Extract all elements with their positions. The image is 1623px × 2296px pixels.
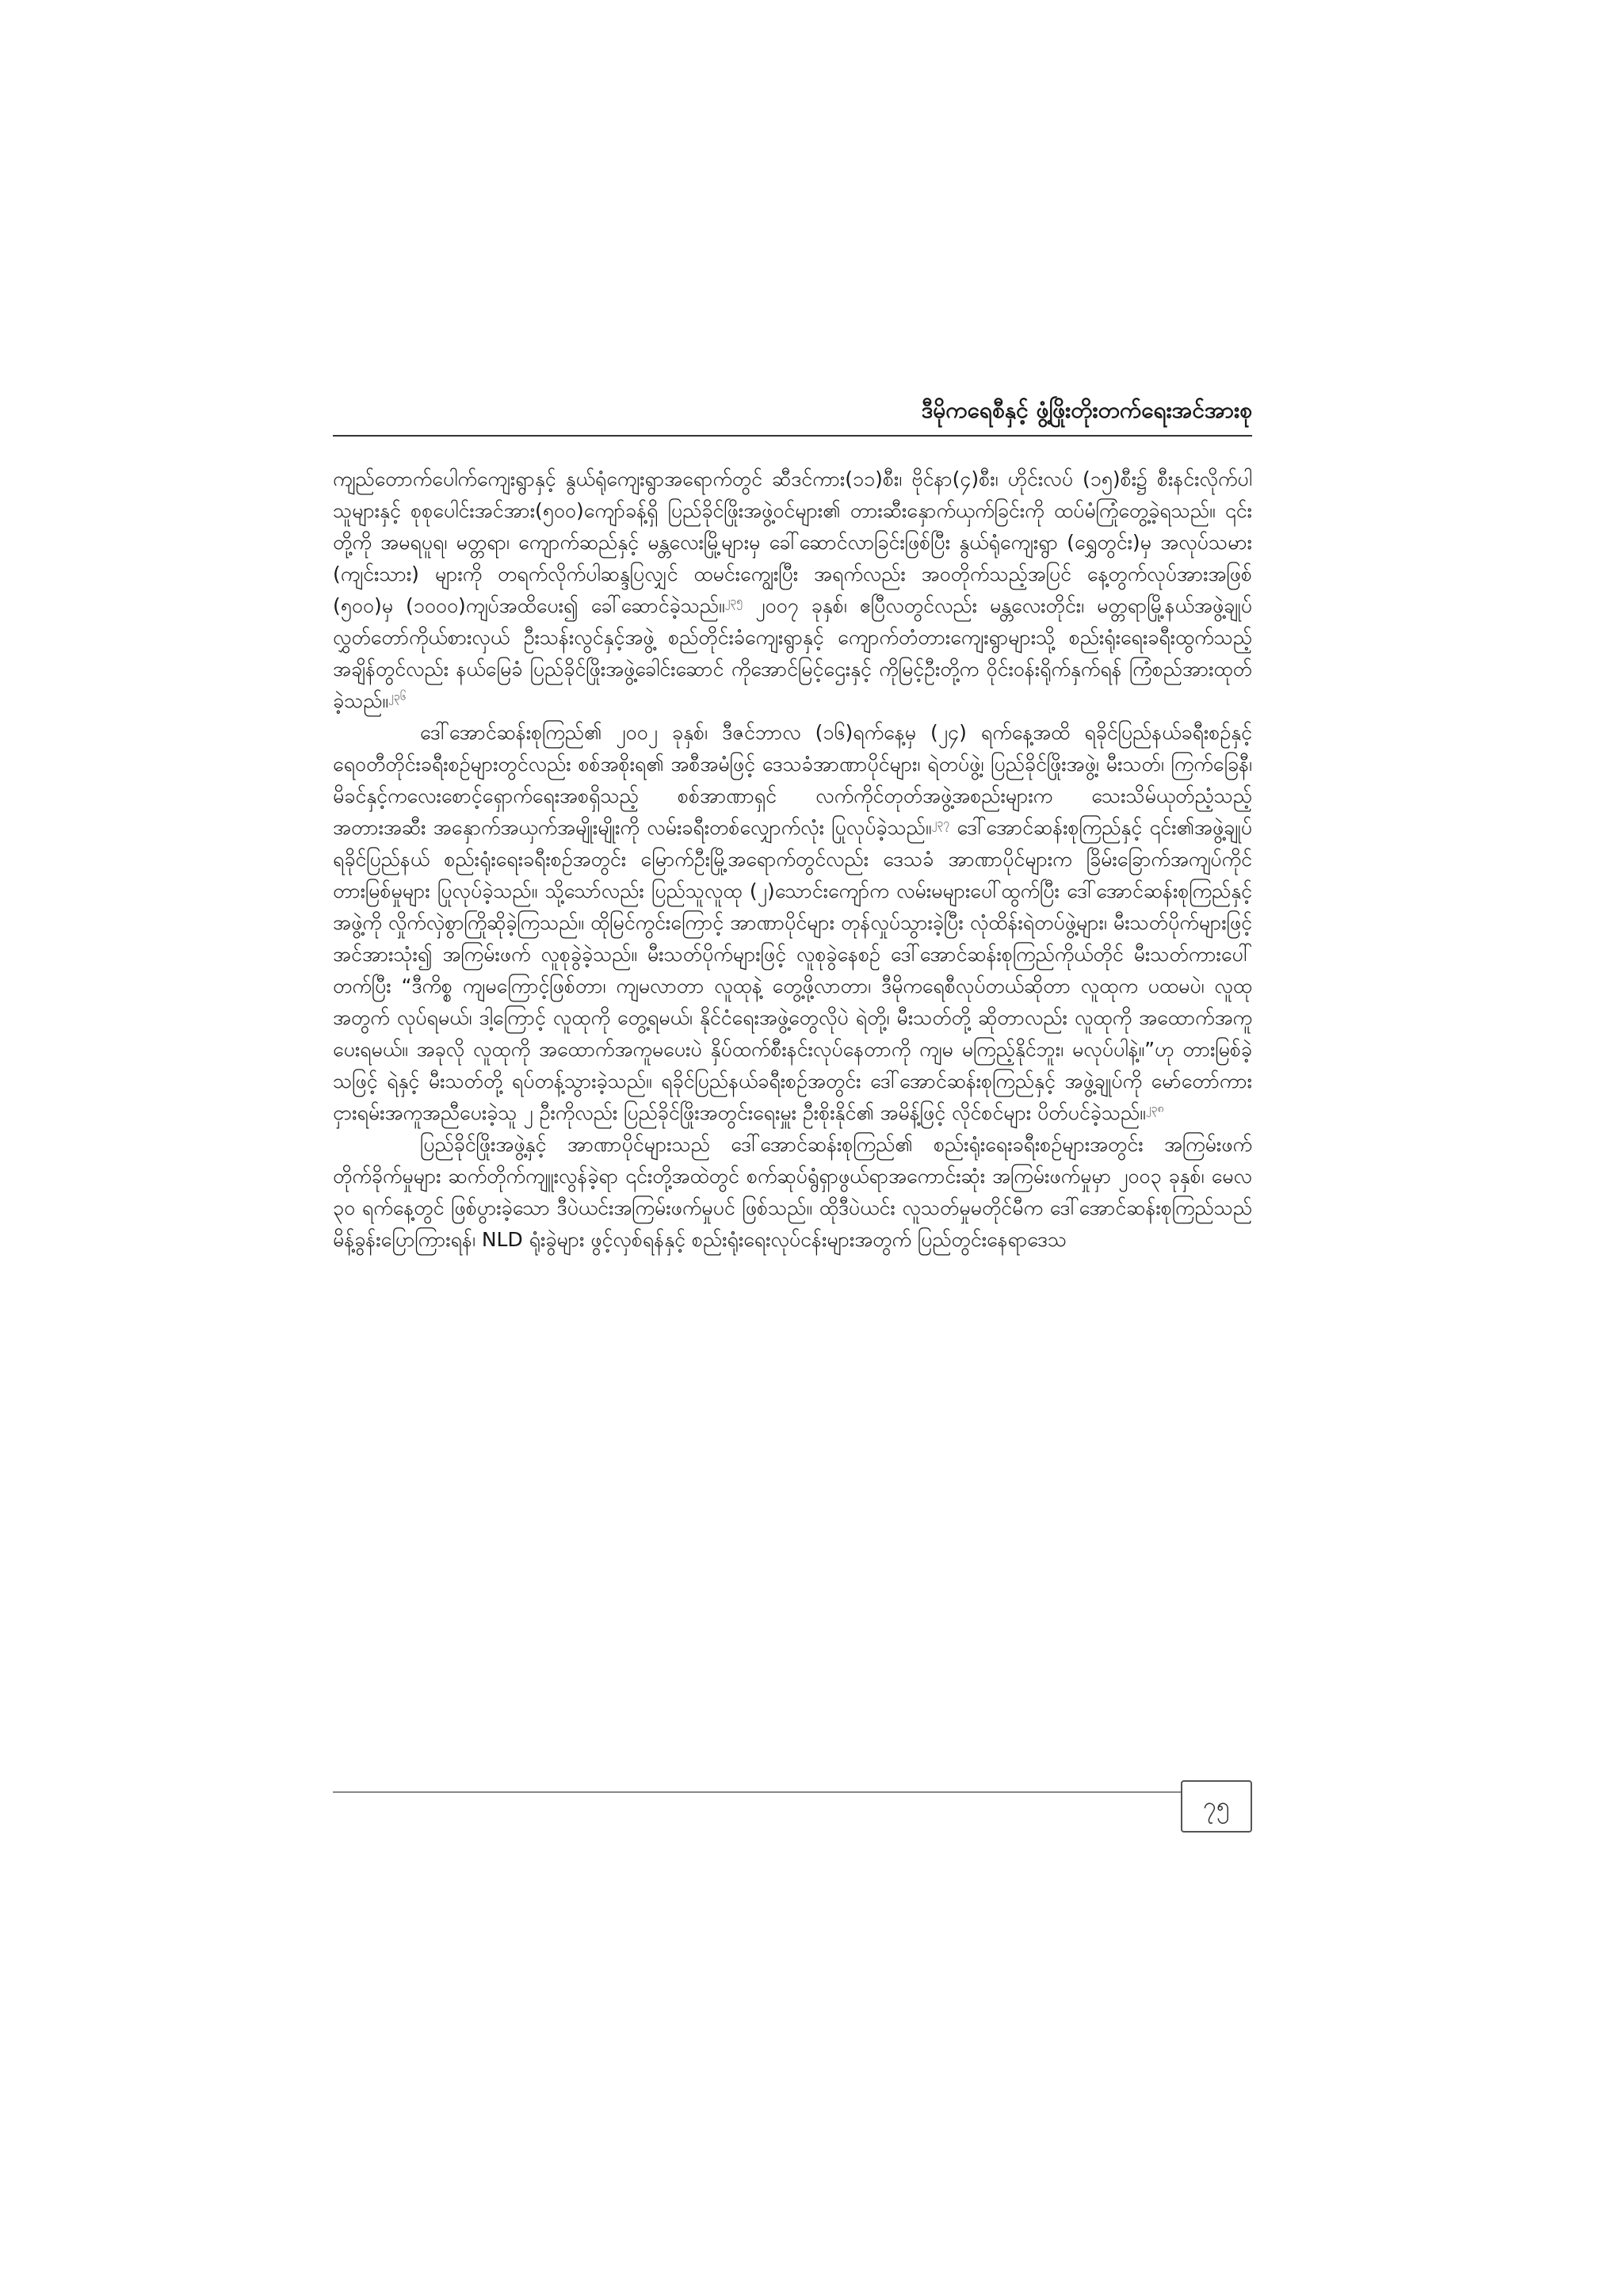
paragraph-1	[333, 463, 1252, 717]
footnote-ref-235[interactable]: ၂၃၅	[724, 595, 743, 608]
paragraph-2-text-continued: ဒေါ်အောင်ဆန်းစုကြည်နှင့် ၎င်း၏အဖွဲ့ချုပ် ရခိုင်ပြည်နယ် စည်းရုံးရေးခရီးစဉ်အတွင်း မြောက်ဦးမြို့အရောက်တွင်လည်း ဒေသခံ အာဏာပိုင်များက ခြိမ်းခြောက်အကျပ်ကိုင် တားမြစ်မှုများ ပြုလုပ်ခဲ့သည်။ သို့သော်လည်း ပြည်သူလူထု (၂)သောင်းကျော်က လမ်းမများပေါ်ထွက်ပြီး ဒေါ်အောင်ဆန်းစုကြည်နှင့်အဖွဲ့ကို လှိုက်လှဲစွာကြိုဆိုခဲ့ကြသည်။ ထိုမြင်ကွင်းကြောင့် အာဏာပိုင်များ တုန်လှုပ်သွားခဲ့ပြီး လုံထိန်းရဲတပ်ဖွဲ့များ၊ မီးသတ်ပိုက်များဖြင့် အင်အားသုံး၍ အကြမ်းဖက် လူစုခွဲခဲ့သည်။ မီးသတ်ပိုက်များဖြင့် လူစုခွဲနေစဉ် ဒေါ်အောင်ဆန်းစုကြည်ကိုယ်တိုင် မီးသတ်ကားပေါ်တက်ပြီး “ဒီကိစ္စ ကျမကြောင့်ဖြစ်တာ၊ ကျမလာတာ လူထုနဲ့ တွေ့ဖို့လာတာ၊ ဒီမိုကရေစီလုပ်တယ်ဆိုတာ လူထုက ပထမပဲ၊ လူထုအတွက် လုပ်ရမယ်၊ ဒါ့ကြောင့် လူထုကို တွေ့ရမယ်၊ နိုင်ငံရေးအဖွဲ့တွေလိုပဲ ရဲတို့၊ မီးသတ်တို့ ဆိုတာလည်း လူထုကို အထောက်အကူပေးရမယ်။ အခုလို လူထုကို အထောက်အကူမပေးပဲ နှိပ်ထက်စီးနင်းလုပ်နေတာကို ကျမ မကြည့်နိုင်ဘူး၊ မလုပ်ပါနဲ့။”ဟု တားမြစ်ခဲ့သဖြင့် ရဲနှင့် မီးသတ်တို့ ရပ်တန့်သွားခဲ့သည်။ ရခိုင်ပြည်နယ်ခရီးစဉ်အတွင်း ဒေါ်အောင်ဆန်းစုကြည်နှင့် အဖွဲ့ချုပ်ကို မော်တော်ကား ငှားရမ်းအကူအညီပေးခဲ့သူ ၂ ဦးကိုလည်း ပြည်ခိုင်ဖြိုးအတွင်းရေးမှူး ဦးစိုးနိုင်၏ အမိန့်ဖြင့် လိုင်စင်များ ပိတ်ပင်ခဲ့သည်။	[333, 816, 1252, 1124]
running-header: ဒီမိုကရေစီနှင့် ဖွံ့ဖြိုးတိုးတက်ရေးအင်အားစု	[921, 397, 1252, 423]
footnote-ref-238[interactable]: ၂၃၈	[1145, 1102, 1164, 1116]
page-number: ၇၅	[1181, 1780, 1252, 1833]
paragraph-1-text-continued: ၂၀၀၇ ခုနှစ်၊ ဧပြီလတွင်လည်း မန္တလေးတိုင်း၊ မတ္တရာမြို့နယ်အဖွဲ့ချုပ် လွှတ်တော်ကိုယ်စားလှယ် ဦးသန်းလွင်နှင့်အဖွဲ့ စည်တိုင်းခံကျေးရွာနှင့် ကျောက်တံတားကျေးရွာများသို့ စည်းရုံးရေးခရီးထွက်သည့်အချိန်တွင်လည်း နယ်မြေခံ ပြည်ခိုင်ဖြိုးအဖွဲ့ခေါင်းဆောင် ကိုအောင်မြင့်ဌေးနှင့် ကိုမြင့်ဦးတို့က ဝိုင်းဝန်းရိုက်နှက်ရန် ကြံစည်အားထုတ်ခဲ့သည်။	[333, 594, 1252, 712]
paragraph-3	[333, 1129, 1252, 1256]
footer-rule	[333, 1791, 1181, 1793]
body-text	[333, 463, 1252, 1794]
footnote-ref-236[interactable]: ၂၃၆	[388, 690, 407, 704]
paragraph-1-text: ကျည်တောက်ပေါက်ကျေးရွာနှင့် နွယ်ရုံကျေးရွာအရောက်တွင် ဆီဒင်ကား(၁၁)စီး၊ ဗိုင်နာ(၄)စီး၊ ဟိုင်းလပ် (၁၅)စီး၌ စီးနင်းလိုက်ပါသူများနှင့် စုစုပေါင်းအင်အား(၅၀၀)ကျော်ခန့်ရှိ ပြည်ခိုင်ဖြိုးအဖွဲ့ဝင်များ၏ တားဆီးနှောက်ယှက်ခြင်းကို ထပ်မံကြုံတွေ့ခဲ့ရသည်။ ၎င်းတို့ကို အမရပူရ၊ မတ္တရာ၊ ကျောက်ဆည်နှင့် မန္တလေးမြို့များမှ ခေါ်ဆောင်လာခြင်းဖြစ်ပြီး နွယ်ရုံကျေးရွာ (ရွှေတွင်း)မှ အလုပ်သမား (ကျင်းသား) များကို တရက်လိုက်ပါဆန္ဒပြလျှင် ထမင်းကျွေးပြီး အရက်လည်း အဝတိုက်သည့်အပြင် နေ့တွက်လုပ်အားအဖြစ် (၅၀၀)မှ (၁၀၀၀)ကျပ်အထိပေး၍ ခေါ်ဆောင်ခဲ့သည်။	[333, 467, 1252, 617]
footnote-ref-237[interactable]: ၂၃၇	[931, 817, 950, 830]
paragraph-3-text: ပြည်ခိုင်ဖြိုးအဖွဲ့နှင့် အာဏာပိုင်များသည် ဒေါ်အောင်ဆန်းစုကြည်၏ စည်းရုံးရေးခရီးစဉ်များအတွင်း အကြမ်းဖက်တိုက်ခိုက်မှုများ ဆက်တိုက်ကျူးလွန်ခဲ့ရာ ၎င်းတို့အထဲတွင် စက်ဆုပ်ရွံရှာဖွယ်ရာအကောင်းဆုံး အကြမ်းဖက်မှုမှာ ၂၀၀၃ ခုနှစ်၊ မေလ ၃၀ ရက်နေ့တွင် ဖြစ်ပွားခဲ့သော ဒီပဲယင်းအကြမ်းဖက်မှုပင် ဖြစ်သည်။ ထိုဒီပဲယင်း လူသတ်မှုမတိုင်မီက ဒေါ်အောင်ဆန်းစုကြည်သည် မိန့်ခွန်းပြောကြားရန်၊ NLD ရုံးခွဲများ ဖွင့်လှစ်ရန်နှင့် စည်းရုံးရေးလုပ်ငန်းများအတွက် ပြည်တွင်းနေရာဒေသ	[333, 1133, 1252, 1251]
paragraph-2	[333, 717, 1252, 1129]
header-rule	[333, 435, 1252, 437]
paragraph-2-text: ဒေါ်အောင်ဆန်းစုကြည်၏ ၂၀၀၂ ခုနှစ်၊ ဒီဇင်ဘာလ (၁၆)ရက်နေ့မှ (၂၄) ရက်နေ့အထိ ရခိုင်ပြည်နယ်ခရီးစဉ်နှင့် ရေဝတီတိုင်းခရီးစဉ်များတွင်လည်း စစ်အစိုးရ၏ အစီအမံဖြင့် ဒေသခံအာဏာပိုင်များ၊ ရဲတပ်ဖွဲ့၊ ပြည်ခိုင်ဖြိုးအဖွဲ့၊ မီးသတ်၊ ကြက်ခြေနီ၊ မိခင်နှင့်ကလေးစောင့်ရှောက်ရေးအစရှိသည့် စစ်အာဏာရှင် လက်ကိုင်တုတ်အဖွဲ့အစည်းများက သေးသိမ်ယုတ်ညံ့သည့် အတားအဆီး အနှောက်အယှက်အမျိုးမျိုးကို လမ်းခရီးတစ်လျှောက်လုံး ပြုလုပ်ခဲ့သည်။	[333, 721, 1252, 839]
